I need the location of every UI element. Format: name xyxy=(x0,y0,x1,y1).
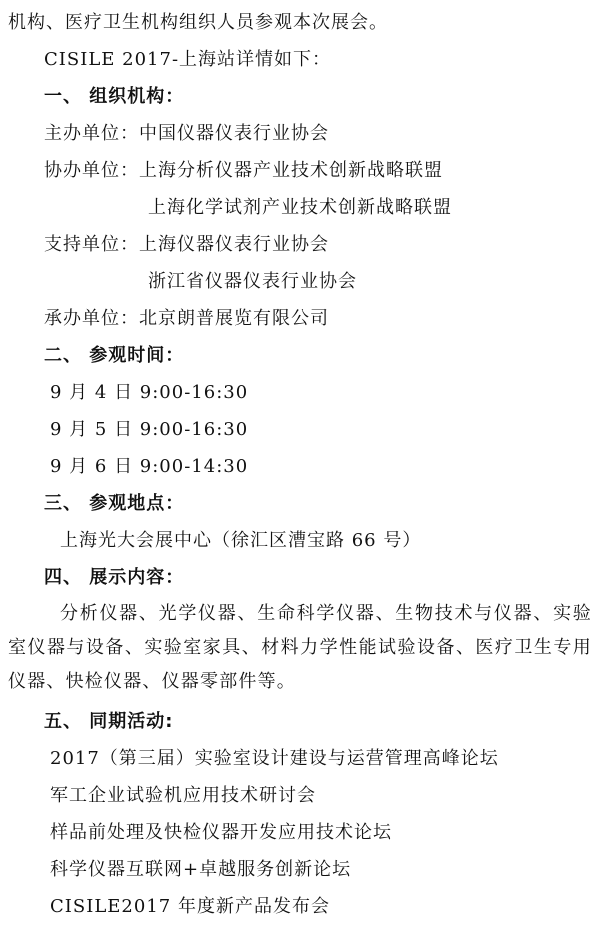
co-row xyxy=(44,159,443,183)
section5-heading: 五、 同期活动: xyxy=(44,711,174,732)
host-row xyxy=(44,122,329,146)
section4-heading: 四、 展示内容： xyxy=(44,567,185,588)
organizer-value: 北京朗普展览有限公司 xyxy=(139,308,329,329)
organizer-label: 承办单位： xyxy=(44,308,139,329)
intro-detail-text: CISILE 2017-上海站详情如下： xyxy=(44,49,332,70)
section2-heading: 二、 参观时间： xyxy=(44,345,185,366)
section1-heading: 一、 组织机构： xyxy=(44,86,185,107)
co-value-1: 上海分析仪器产业技术创新战略联盟 xyxy=(139,160,443,181)
event-item-1: 2017（第三届）实验室设计建设与运营管理高峰论坛 xyxy=(50,748,499,769)
host-value: 中国仪器仪表行业协会 xyxy=(139,123,329,144)
visit-time-3: 9 月 6 日 9:00-14:30 xyxy=(50,456,249,477)
support-row xyxy=(44,233,329,257)
host-label: 主办单位： xyxy=(44,123,139,144)
event-item-3: 样品前处理及快检仪器开发应用技术论坛 xyxy=(50,822,392,843)
support-value-2: 浙江省仪器仪表行业协会 xyxy=(148,271,357,292)
venue-text: 上海光大会展中心（徐汇区漕宝路 66 号） xyxy=(60,530,422,551)
event-item-2: 军工企业试验机应用技术研讨会 xyxy=(50,785,316,806)
co-value-2: 上海化学试剂产业技术创新战略联盟 xyxy=(148,197,452,218)
visit-time-1: 9 月 4 日 9:00-16:30 xyxy=(50,382,249,403)
organizer-row xyxy=(44,307,329,331)
exhibit-content-paragraph: 分析仪器、光学仪器、生命科学仪器、生物技术与仪器、实验室仪器与设备、实验室家具、材料力学性能试验设备、医疗卫生专用仪器、快检仪器、仪器零部件等。 xyxy=(8,603,592,692)
support-value-1: 上海仪器仪表行业协会 xyxy=(139,234,329,255)
support-label: 支持单位： xyxy=(44,234,139,255)
event-item-5: CISILE2017 年度新产品发布会 xyxy=(50,896,330,917)
intro-tail-text: 机构、医疗卫生机构组织人员参观本次展会。 xyxy=(8,12,388,33)
visit-time-2: 9 月 5 日 9:00-16:30 xyxy=(50,419,249,440)
event-item-4: 科学仪器互联网+卓越服务创新论坛 xyxy=(50,859,352,880)
section3-heading: 三、 参观地点： xyxy=(44,493,185,514)
co-label: 协办单位： xyxy=(44,160,139,181)
